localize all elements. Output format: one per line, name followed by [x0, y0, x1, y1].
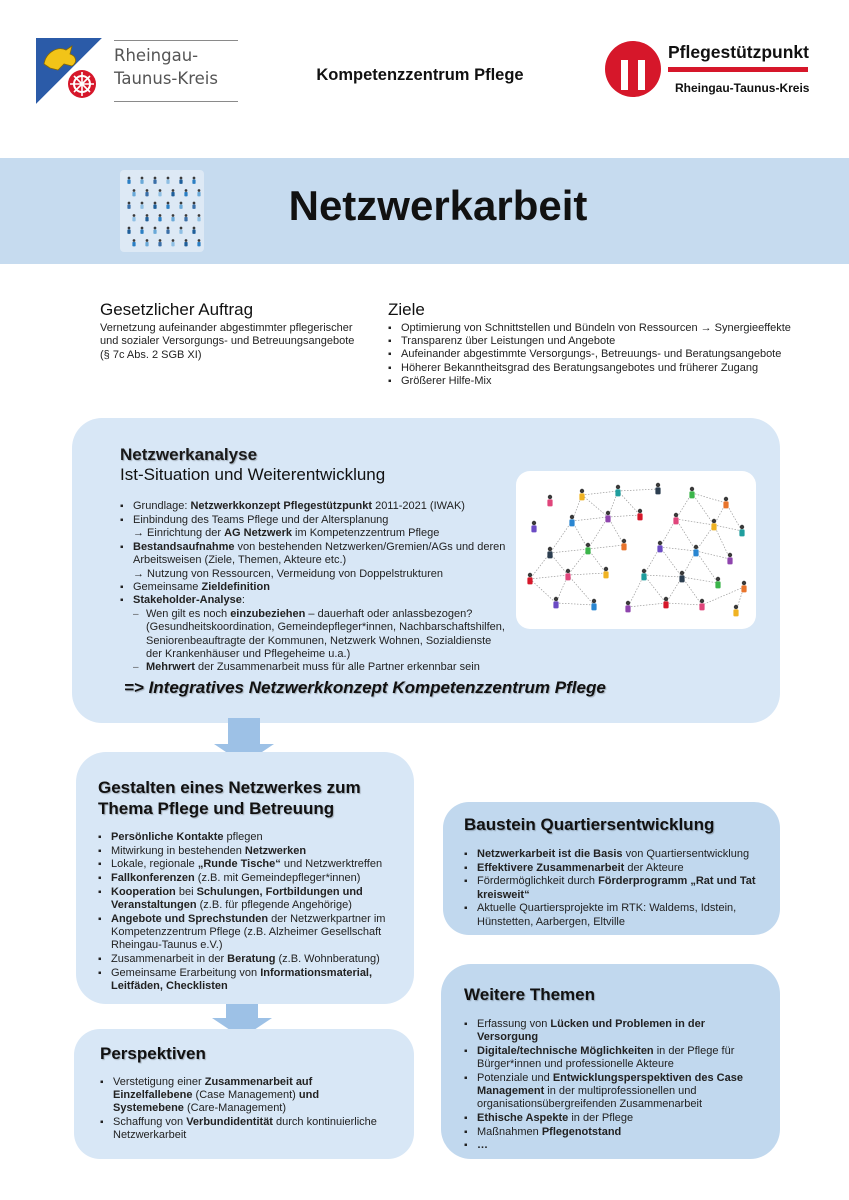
pflegestuetzpunkt-subtitle: Rheingau-Taunus-Kreis: [675, 81, 810, 95]
conclusion-text: => Integratives Netzwerkkonzept Kompetenzzentrum Pflege: [124, 678, 606, 697]
neighborhood-development-box: [443, 802, 780, 935]
network-design-title: Gestalten eines Netzwerkes zum Thema Pflege und Betreuung: [98, 778, 361, 818]
further-topics-title: Weitere Themen: [464, 985, 596, 1004]
dash-item: – Mehrwert der Zusammenarbeit muss für alle Partner erkennbar sein: [133, 661, 510, 674]
list-item: ▪ Einbindung des Teams Pflege und der Altersplanung: [120, 514, 510, 527]
perspectives-box: [74, 1029, 414, 1159]
network-design-box: [76, 752, 414, 1004]
list-item: ▪ Grundlage: Netzwerkkonzept Pflegestützpunkt 2011-2021 (IWAK): [120, 500, 510, 513]
title-banner: [0, 158, 849, 264]
pflegestuetzpunkt-title: Pflegestützpunkt: [668, 42, 809, 62]
page-title: Netzwerkarbeit: [288, 182, 588, 229]
goals-list: [388, 322, 808, 388]
network-analysis-box: [72, 418, 780, 723]
list-item: ▪ Bestandsaufnahme von bestehenden Netzwerken/Gremien/AGs und deren Arbeitsweisen (Ziele, Themen, Akteure etc.): [120, 541, 510, 567]
network-analysis-list: [120, 500, 510, 674]
network-analysis-subtitle: Ist-Situation und Weiterentwicklung: [120, 465, 386, 484]
goals-heading: Ziele: [388, 300, 425, 319]
list-item: ▪ Potenziale und Entwicklungsperspektiven des Case Management in der multiprofessionellen und organisationsübergreifenden Zusammenarbeit: [464, 1072, 764, 1112]
rheingau-taunus-kreis-logo: [36, 38, 240, 104]
list-item: ▪ Optimierung von Schnittstellen und Bündeln von Ressourcen → Synergieeffekte: [388, 322, 808, 335]
list-item: ▪ Gemeinsame Zieldefinition: [120, 581, 510, 594]
sub-item: → Einrichtung der AG Netzwerk im Kompetenzzentrum Pflege: [133, 527, 440, 540]
list-item: ▪ Verstetigung einer Zusammenarbeit auf Einzelfallebene (Case Management) und Systemebene (Care-Management): [100, 1076, 390, 1116]
perspectives-list: [100, 1076, 390, 1143]
network-design-list: [98, 831, 398, 993]
network-analysis-title: Netzwerkanalyse: [120, 445, 258, 464]
dash-item: – Wen gilt es noch einzubeziehen – dauerhaft oder anlassbezogen? (Gesundheitskoordination, Gemeindepfleger*innen, Nachbarschaftshilfen, Seniorenbeauftragte der Kommunen, Netzwerk Wohnen, Sozialdienste der Krankenhäuser und Pflegeheime u.a.): [133, 608, 510, 661]
list-item: ▪ Netzwerkarbeit ist die Basis von Quartiersentwicklung: [464, 848, 764, 861]
list-item: ▪ Maßnahmen Pflegenotstand: [464, 1126, 764, 1139]
pflegestuetzpunkt-emblem-icon: [604, 40, 662, 98]
list-item: ▪ Gemeinsame Erarbeitung von Informationsmaterial, Leitfäden, Checklisten: [98, 967, 398, 993]
rtk-logo-text: [114, 40, 238, 102]
legal-mandate-text: Vernetzung aufeinander abgestimmter pflegerischer und sozialer Versorgungs- und Betreuungsangebote (§ 7c Abs. 2 SGB XI): [100, 322, 355, 361]
list-item: ▪ Digitale/technische Möglichkeiten in der Pflege für Bürger*innen und professionelle Akteure: [464, 1045, 764, 1071]
list-item: ▪ Höherer Bekanntheitsgrad des Beratungsangebotes und früherer Zugang: [388, 362, 808, 375]
list-item: ▪ Mitwirkung in bestehenden Netzwerken: [98, 845, 398, 858]
perspectives-title: Perspektiven: [100, 1044, 206, 1063]
legal-mandate-heading: Gesetzlicher Auftrag: [100, 300, 254, 319]
list-item: ▪ …: [464, 1139, 764, 1152]
header-title: Kompetenzzentrum Pflege: [316, 66, 524, 84]
rtk-logo-line1: Rheingau-: [114, 46, 199, 65]
list-item: ▪ Aufeinander abgestimmte Versorgungs-, Betreuungs- und Beratungsangebote: [388, 348, 808, 361]
list-item: ▪ Fallkonferenzen (z.B. mit Gemeindepfleger*innen): [98, 872, 398, 885]
further-topics-list: [464, 1018, 764, 1153]
list-item: ▪ Persönliche Kontakte pflegen: [98, 831, 398, 844]
legal-mandate-section: [100, 300, 360, 362]
list-item: ▪ Transparenz über Leistungen und Angebote: [388, 335, 808, 348]
neighborhood-development-list: [464, 848, 764, 929]
list-item: ▪ Fördermöglichkeit durch Förderprogramm „Rat und Tat kreisweit“: [464, 875, 764, 901]
list-item: ▪ Ethische Aspekte in der Pflege: [464, 1112, 764, 1125]
people-network-icon: [516, 471, 756, 629]
list-item: ▪ Stakeholder-Analyse:: [120, 594, 510, 607]
list-item: ▪ Schaffung von Verbundidentität durch kontinuierliche Netzwerkarbeit: [100, 1116, 390, 1142]
sub-item: → Nutzung von Ressourcen, Vermeidung von Doppelstrukturen: [133, 567, 444, 580]
list-item: ▪ Lokale, regionale „Runde Tische“ und Netzwerktreffen: [98, 858, 398, 871]
list-item: ▪ Aktuelle Quartiersprojekte im RTK: Waldems, Idstein, Hünstetten, Aarbergen, Eltville: [464, 902, 764, 928]
pflegestuetzpunkt-logo: [604, 38, 814, 104]
list-item: ▪ Erfassung von Lücken und Problemen in der Versorgung: [464, 1018, 764, 1044]
goals-section: [388, 300, 808, 388]
list-item: ▪ Kooperation bei Schulungen, Fortbildungen und Veranstaltungen (z.B. für pflegende Angehörige): [98, 886, 398, 912]
list-item: ▪ Angebote und Sprechstunden der Netzwerkpartner im Kompetenzzentrum Pflege (z.B. Alzheimer Gesellschaft Rheingau-Taunus e.V.): [98, 913, 398, 953]
list-item: ▪ Effektivere Zusammenarbeit der Akteure: [464, 862, 764, 875]
list-item: ▪ Zusammenarbeit in der Beratung (z.B. Wohnberatung): [98, 953, 398, 966]
list-item: ▪ Größerer Hilfe-Mix: [388, 375, 808, 388]
further-topics-box: [441, 964, 780, 1159]
neighborhood-development-title: Baustein Quartiersentwicklung: [464, 815, 715, 834]
rtk-logo-line2: Taunus-Kreis: [114, 69, 218, 88]
logo-red-bar: [668, 67, 808, 72]
network-illustration: [516, 471, 756, 629]
coat-of-arms-icon: [36, 38, 102, 104]
